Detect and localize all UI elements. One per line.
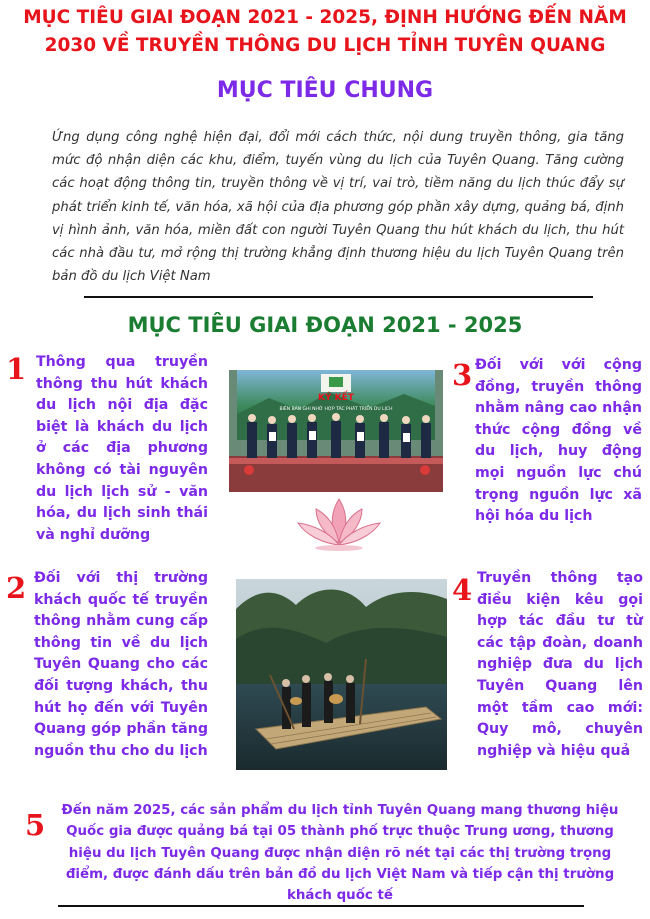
period-goal-heading: MỤC TIÊU GIAI ĐOẠN 2021 - 2025 [127,313,523,337]
signing-ceremony-photo [229,370,443,492]
item-4-text: Truyền thông tạo điều kiện kêu gọi hợp tác đầu tư từ các tập đoàn, doanh nghiệp đưa du lịch Tuyên Quang lên một tầm cao mới: Quy mô, chuyên nghiệp và hiệu quả [477,570,643,759]
item-5-number: 5 [25,808,46,842]
item-3-number: 3 [452,358,473,392]
item-3-text: Đối với với cộng đồng, truyền thông nhằm nâng cao nhận thức cộng đồng về du lịch, huy động mọi nguồn lực chú trọng nguồn lực xã hội hóa du lịch [475,357,642,525]
general-goal-heading: MỤC TIÊU CHUNG [216,78,434,103]
sign-banner-text: KÝ KẾT [318,393,354,403]
item-1-number: 1 [6,352,27,386]
item-1-text: Thông qua truyền thông thu hút khách du lịch nội địa đặc biệt là khách du lịch ở các địa phương không có tài nguyên du lịch lịch sử - văn hóa, du lịch sinh thái và nghỉ dưỡng [36,354,208,543]
item-2-number: 2 [6,571,27,605]
item-5-text: Đến năm 2025, các sản phẩm du lịch tỉnh Tuyên Quang mang thương hiệu Quốc gia được quảng bá tại 05 thành phố trực thuộc Trung ương, thương hiệu du lịch Tuyên Quang được nhận diện rõ nét tại các thị trường trọng điểm, được đánh dấu trên bản đồ du lịch Việt Nam và tiếp cận thị trường khách quốc tế [61,803,619,904]
item-2-text: Đối với thị trường khách quốc tế truyền thông nhằm cung cấp thông tin về du lịch Tuyên Quang cho các đối tượng khách, thu hút họ đến với Tuyên Quang góp phần tăng nguồn thu cho du lịch [34,570,208,759]
general-goal-text: Ứng dụng công nghệ hiện đại, đổi mới cách thức, nội dung truyền thông, gia tăng mức độ nhận diện các khu, điểm, tuyến vùng du lịch của Tuyên Quang. Tăng cường các hoạt động thông tin, truyền thông về vị trí, vai trò, tiềm năng du lịch thúc đẩy sự phát triển kinh tế, văn hóa, xã hội của địa phương góp phần xây dựng, quảng bá, định vị hình ảnh, văn hóa, miền đất con người Tuyên Quang thu hút khách du lịch, thu hút các nhà đầu tư, mở rộng thị trường khẳng định thương hiệu du lịch Tuyên Quang trên bản đồ du lịch Việt Nam [52,130,624,285]
item-4-number: 4 [452,573,473,607]
lotus-icon [294,495,384,553]
sign-subtitle-text: BIÊN BẢN GHI NHỚ HỢP TÁC PHÁT TRIỂN DU LỊCH [279,407,393,412]
divider-bottom [58,905,584,907]
page-title: MỤC TIÊU GIAI ĐOẠN 2021 - 2025, ĐỊNH HƯỚNG ĐẾN NĂM 2030 VỀ TRUYỀN THÔNG DU LỊCH TỈNH TUYÊN QUANG [23,7,627,56]
bamboo-raft-photo [236,579,447,770]
divider-top [84,296,593,298]
